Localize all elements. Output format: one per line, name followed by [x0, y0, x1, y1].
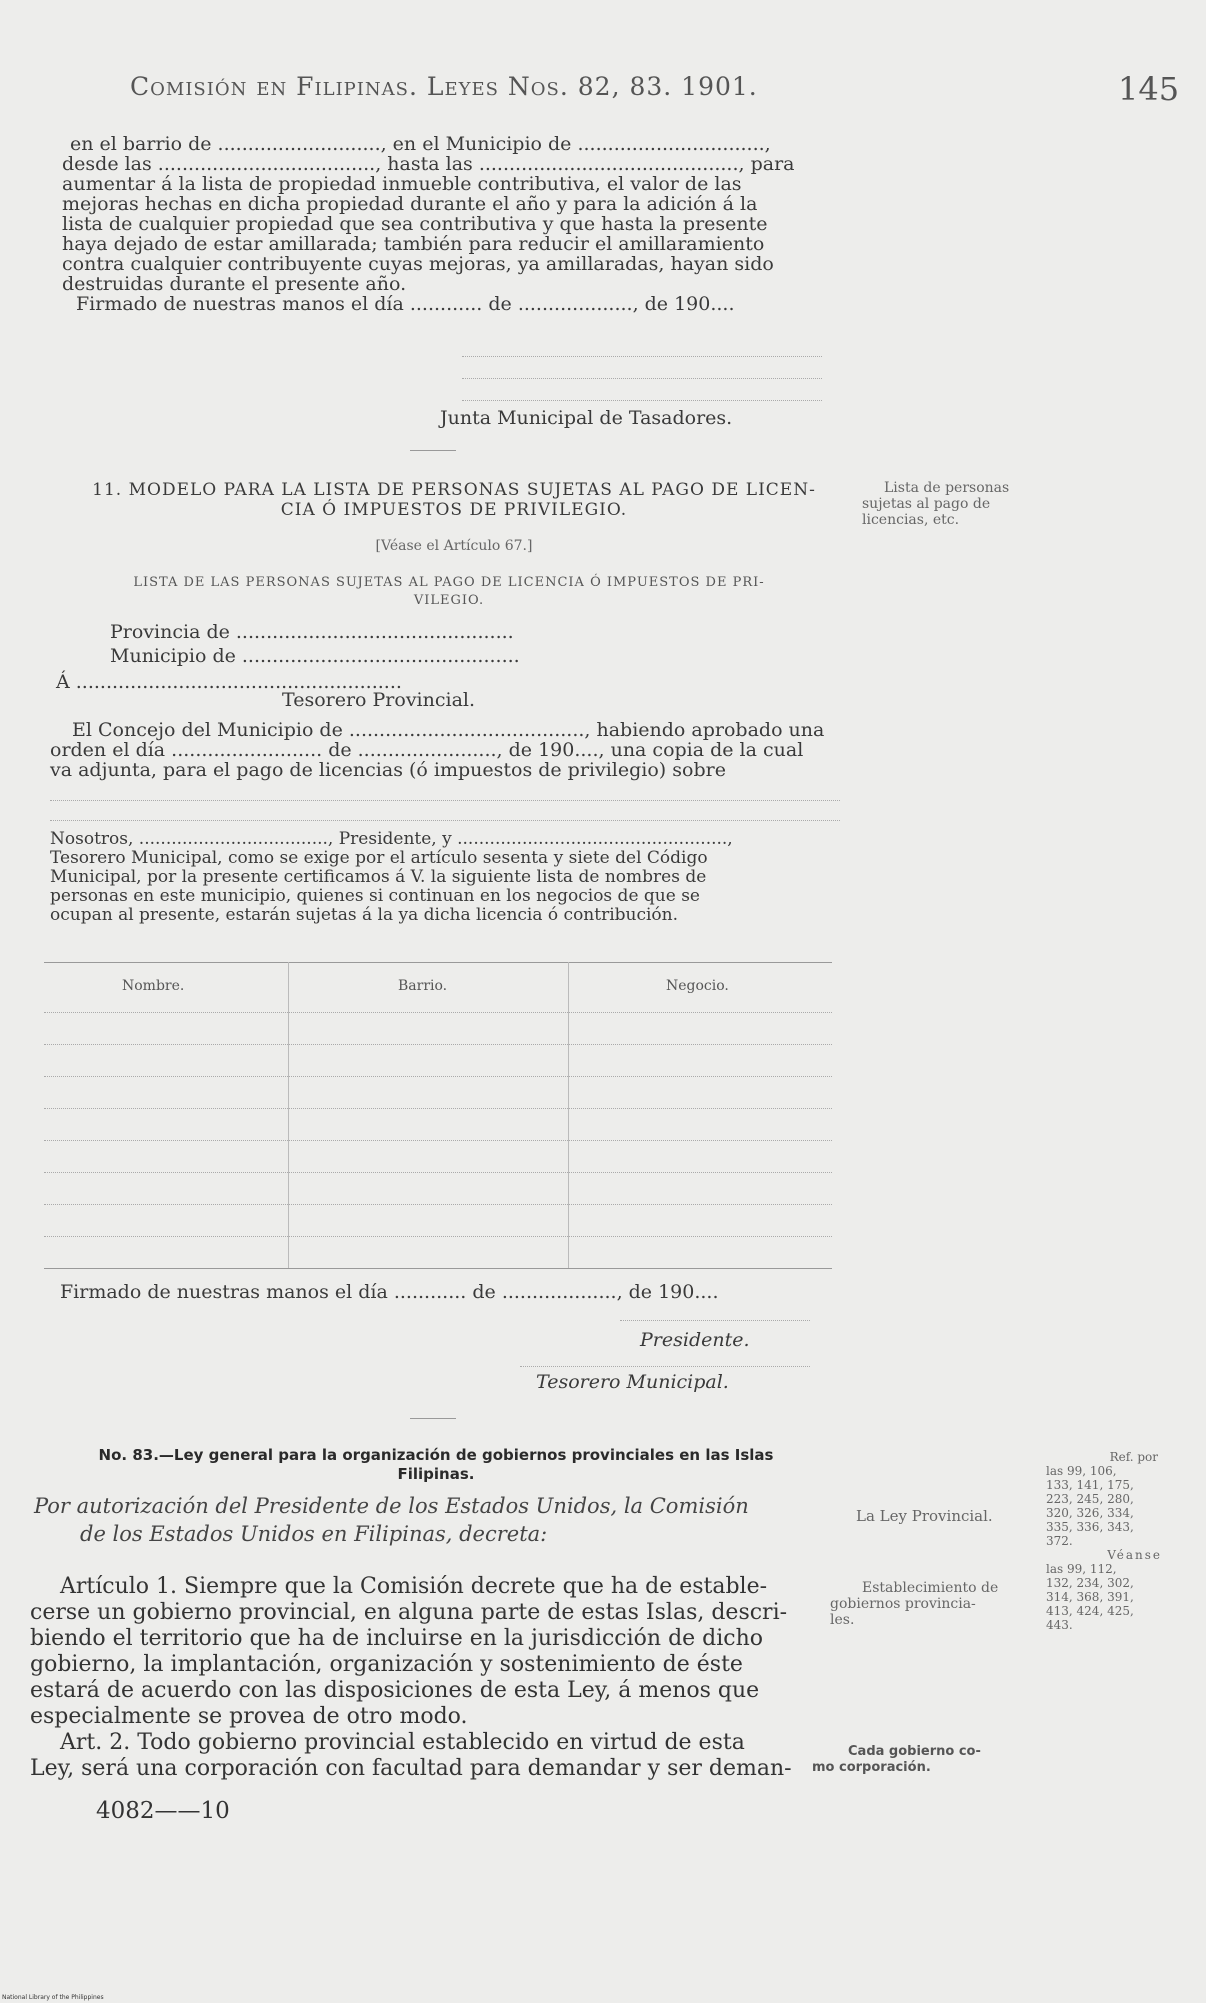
concejo-paragraph [50, 720, 850, 780]
text-line: haya dejado de estar amillarada; también para reducir el amillaramiento [62, 233, 765, 255]
text-line: va adjunta, para el pago de licencias (ó impuestos de privilegio) sobre [50, 759, 726, 781]
ref-line: las 99, 106, [1046, 1464, 1117, 1478]
preamble-line: de los Estados Unidos en Filipinas, decreta: [80, 1522, 548, 1546]
preamble-line: Por autorización del Presidente de los Estados Unidos, la Comisión [34, 1494, 749, 1518]
certification-paragraph [50, 830, 850, 925]
ref-line: las 99, 112, [1046, 1562, 1117, 1576]
ref-line: 320, 326, 334, [1046, 1506, 1134, 1520]
assessor-form-text [62, 134, 852, 314]
body-line: Ley, será una corporación con facultad para demandar y ser deman- [30, 1756, 792, 1781]
provincia-field: Provincia de .............................................. [110, 621, 514, 643]
text-line: ocupan al presente, estarán sujetas á la ya dicha licencia ó contribución. [50, 905, 679, 925]
act-83-preamble [34, 1492, 834, 1548]
signed-line-2: Firmado de nuestras manos el día ............ de ..................., de 190.... [60, 1281, 719, 1303]
ref-line: 314, 368, 391, [1046, 1590, 1134, 1604]
ref-line: 132, 234, 302, [1046, 1576, 1134, 1590]
column-divider [288, 962, 289, 1268]
municipio-field: Municipio de .............................................. [110, 645, 520, 667]
divider [410, 450, 456, 451]
table-bottom-rule [44, 1268, 832, 1269]
article-reference: [Véase el Artículo 67.] [375, 538, 533, 554]
table-row [44, 1044, 832, 1045]
text-line: orden el día ......................... de ......................., de 190...., una copia de la cual [50, 739, 804, 761]
divider [410, 1418, 456, 1419]
text-line: Municipal, por la presente certificamos á V. la siguiente lista de nombres de [50, 867, 707, 887]
ref-line: 372. [1046, 1534, 1073, 1548]
presidente-signature: Presidente. [640, 1329, 750, 1351]
text-line: aumentar á la lista de propiedad inmueble contributiva, el valor de las [62, 173, 742, 195]
table-top-rule [44, 962, 832, 963]
body-line: biendo el territorio que ha de incluirse en la jurisdicción de dicho [30, 1626, 764, 1651]
text-line: desde las ...................................., hasta las ..........................................., para [62, 153, 795, 175]
column-divider [568, 962, 569, 1268]
subheading-line: LISTA DE LAS PERSONAS SUJETAS AL PAGO DE LICENCIA Ó IMPUESTOS DE PRI- [133, 575, 765, 590]
ref-line: 413, 424, 425, [1046, 1604, 1134, 1618]
text-line: contra cualquier contribuyente cuyas mejoras, ya amillaradas, hayan sido [62, 253, 774, 275]
act-83-title [36, 1446, 836, 1484]
heading-line: 11. MODELO PARA LA LISTA DE PERSONAS SUJETAS AL PAGO DE LICEN- [92, 480, 816, 500]
junta-signature: Junta Municipal de Tasadores. [440, 407, 733, 429]
title-line: No. 83.—Ley general para la organización de gobiernos provinciales en las Islas [98, 1446, 774, 1464]
note-line: licencias, etc. [862, 512, 960, 528]
margin-note-references [1046, 1450, 1166, 1632]
addressee-line: Á ...................................................... [56, 671, 402, 693]
body-line: estará de acuerdo con las disposiciones de esta Ley, á menos que [30, 1678, 760, 1703]
note-line: sujetas al pago de [862, 496, 991, 512]
note-line: Lista de personas [884, 480, 1010, 496]
tesorero-municipal-signature: Tesorero Municipal. [536, 1371, 729, 1393]
page-number: 145 [1118, 70, 1180, 108]
text-line: Nosotros, ..................................., Presidente, y .................................................., [50, 829, 733, 849]
heading-line: CIA Ó IMPUESTOS DE PRIVILEGIO. [280, 500, 628, 520]
ref-line: Ref. por [1109, 1450, 1158, 1464]
note-line: les. [830, 1612, 855, 1628]
table-row [44, 1204, 832, 1205]
table-row [44, 1236, 832, 1237]
title-line: Filipinas. [397, 1465, 475, 1483]
margin-note-ley-provincial: La Ley Provincial. [856, 1507, 993, 1525]
column-header-negocio: Negocio. [666, 978, 729, 994]
column-header-barrio: Barrio. [398, 978, 448, 994]
signed-line: Firmado de nuestras manos el día ............ de ..................., de 190.... [76, 293, 735, 315]
column-header-nombre: Nombre. [122, 978, 185, 994]
body-line: cerse un gobierno provincial, en alguna parte de estas Islas, descri- [30, 1600, 788, 1625]
ref-line: 223, 245, 280, [1046, 1492, 1134, 1506]
text-line: destruidas durante el presente año. [62, 273, 407, 295]
body-line: gobierno, la implantación, organización y sostenimiento de éste [30, 1652, 743, 1677]
list-subheading [44, 574, 854, 610]
table-row [44, 1140, 832, 1141]
body-line: Artículo 1. Siempre que la Comisión decrete que ha de estable- [60, 1574, 768, 1599]
ref-line: 335, 336, 343, [1046, 1520, 1134, 1534]
fill-line [50, 820, 840, 821]
body-line: especialmente se provea de otro modo. [30, 1704, 468, 1729]
ref-line: 443. [1046, 1618, 1073, 1632]
section-heading [54, 480, 854, 520]
signature-line [520, 1366, 810, 1367]
table-row [44, 1012, 832, 1013]
act-83-body [30, 1574, 830, 1782]
signature-line [462, 356, 822, 357]
signature-line [620, 1320, 810, 1321]
text-line: El Concejo del Municipio de ......................................., habiendo aprobado una [72, 719, 825, 741]
body-line: Art. 2. Todo gobierno provincial establecido en virtud de esta [60, 1730, 745, 1755]
signature-line [462, 378, 822, 379]
text-line: mejoras hechas en dicha propiedad durante el año y para la adición á la [62, 193, 758, 215]
signature-line [462, 400, 822, 401]
margin-note-lista [862, 480, 1072, 528]
note-line: gobiernos provincia- [830, 1596, 976, 1612]
note-line: mo corporación. [812, 1760, 931, 1775]
text-line: lista de cualquier propiedad que sea contributiva y que hasta la presente [62, 213, 768, 235]
text-line: Tesorero Municipal, como se exige por el artículo sesenta y siete del Código [50, 848, 708, 868]
signature-mark: 4082——10 [96, 1798, 230, 1824]
table-row [44, 1172, 832, 1173]
note-line: Cada gobierno co- [848, 1744, 981, 1759]
ref-line: 133, 141, 175, [1046, 1478, 1134, 1492]
fill-line [50, 800, 840, 801]
subheading-line: VILEGIO. [413, 593, 485, 608]
running-header: Comisión en Filipinas. Leyes Nos. 82, 83. 1901. [130, 72, 758, 101]
text-line: en el barrio de ..........................., en el Municipio de ..............................., [70, 133, 771, 155]
table-row [44, 1076, 832, 1077]
ref-line: Véanse [1107, 1548, 1162, 1562]
footer-credit: National Library of the Philippines [2, 1994, 104, 2001]
margin-note-corporacion [812, 1744, 1032, 1776]
text-line: personas en este municipio, quienes si continuan en los negocios de que se [50, 886, 700, 906]
tesorero-provincial: Tesorero Provincial. [282, 689, 476, 711]
margin-note-establecimiento [830, 1580, 1050, 1628]
table-row [44, 1108, 832, 1109]
note-line: Establecimiento de [862, 1580, 999, 1596]
